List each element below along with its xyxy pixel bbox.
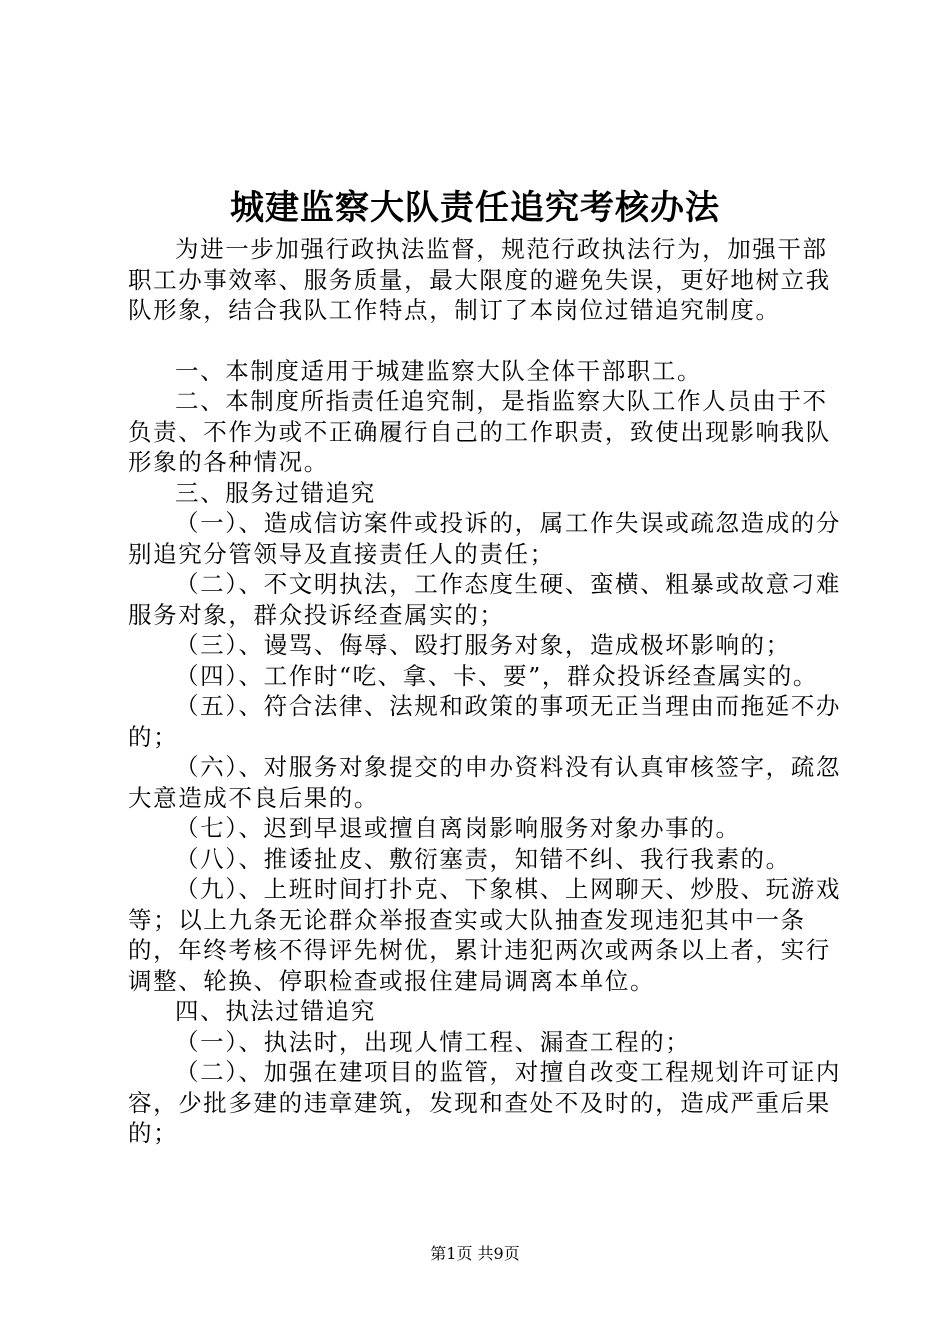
page-footer: 第1页 共9页 [430,1244,520,1263]
paragraph-2: 二、本制度所指责任追究制，是指监察大队工作人员由于不负责、不作为或不正确履行自己的工作职责，致使出现影响我队形象的各种情况。 [128,387,831,476]
intro-paragraph: 为进一步加强行政执法监督，规范行政执法行为，加强干部职工办事效率、服务质量，最大限度的避免失误，更好地树立我队形象，结合我队工作特点，制订了本岗位过错追究制度。 [128,235,831,324]
document-title: 城建监察大队责任追究考核办法 [230,188,720,228]
clause-3-3: （三）、谩骂、侮辱、殴打服务对象，造成极坏影响的； [175,631,791,659]
clause-3-6: （六）、对服务对象提交的申办资料没有认真审核签字，疏忽大意造成不良后果的。 [128,753,841,812]
clause-3-4: （四）、工作时“吃、拿、卡、要”，群众投诉经查属实的。 [175,661,818,690]
clause-3-9: （九）、上班时间打扑克、下象棋、上网聊天、炒股、玩游戏等；以上九条无论群众举报查实或大队抽查发现违犯其中一条的，年终考核不得评先树优，累计违犯两次或两条以上者，实行调整、轮换、停职检查或报住建局调离本单位。 [128,875,841,995]
clause-4-2: （二）、加强在建项目的监管，对擅自改变工程规划许可证内容，少批多建的违章建筑，发现和查处不及时的，造成严重后果的； [128,1058,841,1147]
paragraph-1: 一、本制度适用于城建监察大队全体干部职工。 [175,356,703,385]
clause-3-8: （八）、推诿扯皮、敷衍塞责，知错不纠、我行我素的。 [175,844,791,873]
clause-4-1: （一）、执法时，出现人情工程、漏查工程的； [175,1027,691,1056]
clause-3-1: （一）、造成信访案件或投诉的，属工作失误或疏忽造成的分别追究分管领导及直接责任人的责任； [128,509,841,568]
section-heading-4: 四、执法过错追究 [175,997,376,1025]
document-body [128,234,848,1149]
paragraph-spacer [128,326,848,356]
clause-3-2: （二）、不文明执法，工作态度生硬、蛮横、粗暴或故意刁难服务对象，群众投诉经查属实的； [128,570,841,629]
section-heading-3: 三、服务过错追究 [175,478,376,507]
clause-3-5: （五）、符合法律、法规和政策的事项无正当理由而拖延不办的； [128,692,841,751]
clause-3-7: （七）、迟到早退或擅自离岗影响服务对象办事的。 [175,814,741,842]
